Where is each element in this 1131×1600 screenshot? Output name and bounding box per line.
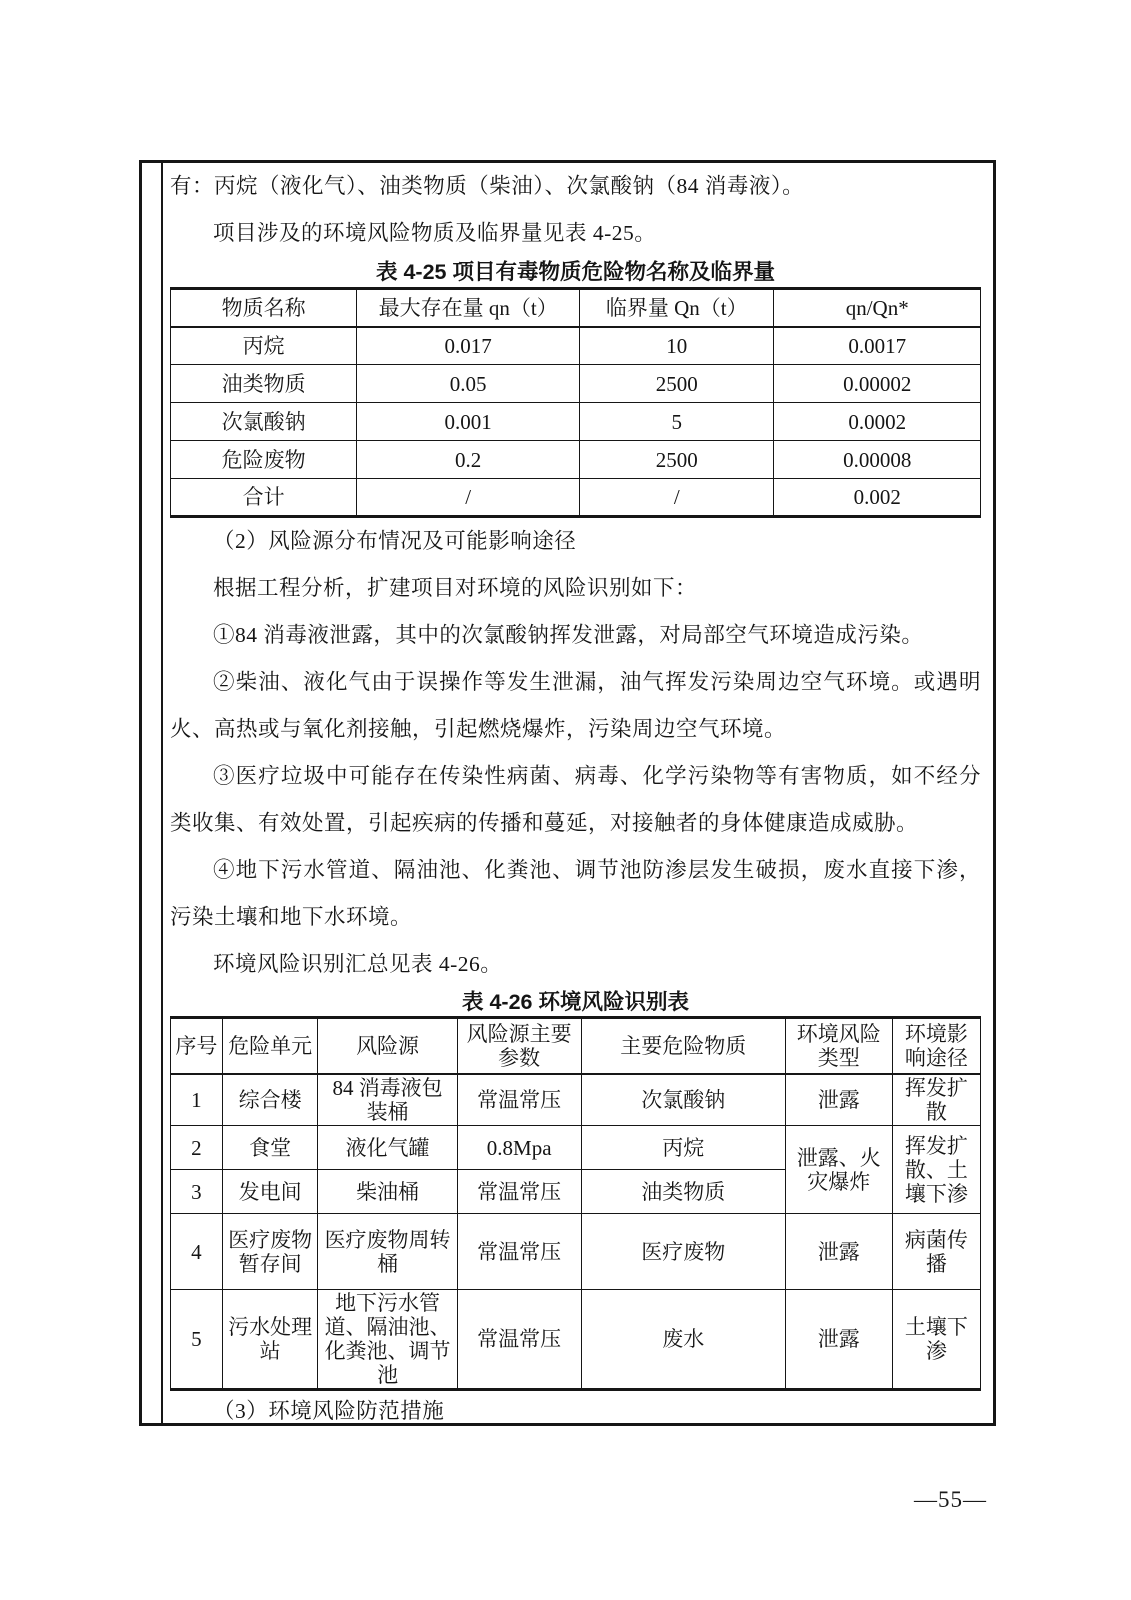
paragraph-section-2-heading: （2）风险源分布情况及可能影响途径 — [213, 529, 577, 553]
table25-header-substance: 物质名称 — [171, 289, 357, 327]
table26-title: 表 4-26 环境风险识别表 — [462, 990, 689, 1014]
form-frame — [139, 160, 996, 1426]
cell-ratio: 0.0017 — [774, 327, 981, 365]
table26-header-substance: 主要危险物质 — [581, 1018, 785, 1074]
cell-substance: 废水 — [581, 1290, 785, 1390]
table-row — [171, 1290, 981, 1390]
cell-no: 5 — [171, 1290, 223, 1390]
cell-unit: 综合楼 — [222, 1074, 318, 1126]
cell-ratio: 0.0002 — [774, 403, 981, 441]
paragraph-risk-item-4: ④地下污水管道、隔油池、化粪池、调节池防渗层发生破损，废水直接下渗，污染土壤和地下水环境。 — [170, 858, 981, 929]
table-row-total — [171, 479, 981, 517]
cell-param: 常温常压 — [457, 1074, 581, 1126]
cell-max-quantity: / — [357, 479, 580, 517]
cell-substance: 合计 — [171, 479, 357, 517]
cell-risk-type: 泄露 — [785, 1290, 892, 1390]
table-row — [171, 1126, 981, 1170]
cell-no: 2 — [171, 1126, 223, 1170]
table-row — [171, 327, 981, 365]
cell-unit: 发电间 — [222, 1170, 318, 1214]
cell-substance: 油类物质 — [581, 1170, 785, 1214]
table26-header-risk-type: 环境风险类型 — [785, 1018, 892, 1074]
form-content — [163, 163, 993, 1423]
cell-ratio: 0.00002 — [774, 365, 981, 403]
cell-max-quantity: 0.05 — [357, 365, 580, 403]
table-row — [171, 441, 981, 479]
cell-max-quantity: 0.001 — [357, 403, 580, 441]
paragraph-intro-table25: 项目涉及的环境风险物质及临界量见表 4-25。 — [213, 221, 657, 245]
cell-critical-quantity: 2500 — [580, 441, 774, 479]
cell-substance: 丙烷 — [171, 327, 357, 365]
cell-no: 1 — [171, 1074, 223, 1126]
paragraph-risk-item-2: ②柴油、液化气由于误操作等发生泄漏，油气挥发污染周边空气环境。或遇明火、高热或与氧化剂接触，引起燃烧爆炸，污染周边空气环境。 — [170, 670, 981, 741]
cell-source: 地下污水管道、隔油池、化粪池、调节池 — [318, 1290, 457, 1390]
cell-max-quantity: 0.2 — [357, 441, 580, 479]
cell-substance: 医疗废物 — [581, 1214, 785, 1290]
cell-ratio: 0.00008 — [774, 441, 981, 479]
table-4-25 — [170, 287, 981, 518]
table25-header-max-quantity: 最大存在量 qn（t） — [357, 289, 580, 327]
cell-source: 液化气罐 — [318, 1126, 457, 1170]
cell-no: 4 — [171, 1214, 223, 1290]
cell-param: 常温常压 — [457, 1170, 581, 1214]
cell-critical-quantity: 2500 — [580, 365, 774, 403]
paragraph-section-3-heading: （3）环境风险防范措施 — [213, 1399, 445, 1423]
page-number: —55— — [914, 1487, 987, 1512]
cell-param: 常温常压 — [457, 1214, 581, 1290]
cell-source: 医疗废物周转桶 — [318, 1214, 457, 1290]
cell-critical-quantity: 5 — [580, 403, 774, 441]
cell-critical-quantity: / — [580, 479, 774, 517]
cell-unit: 食堂 — [222, 1126, 318, 1170]
table26-header-param: 风险源主要参数 — [457, 1018, 581, 1074]
cell-risk-type: 泄露 — [785, 1214, 892, 1290]
table26-header-row — [171, 1018, 981, 1074]
table25-title: 表 4-25 项目有毒物质危险物名称及临界量 — [376, 260, 775, 284]
cell-max-quantity: 0.017 — [357, 327, 580, 365]
cell-source: 柴油桶 — [318, 1170, 457, 1214]
cell-impact: 病菌传播 — [892, 1214, 980, 1290]
cell-impact: 挥发扩散 — [892, 1074, 980, 1126]
table-row — [171, 403, 981, 441]
paragraph-risk-item-3: ③医疗垃圾中可能存在传染性病菌、病毒、化学污染物等有害物质，如不经分类收集、有效处置，引起疾病的传播和蔓延，对接触者的身体健康造成威胁。 — [170, 764, 981, 835]
table26-header-source: 风险源 — [318, 1018, 457, 1074]
cell-substance: 危险废物 — [171, 441, 357, 479]
cell-substance: 次氯酸钠 — [171, 403, 357, 441]
table-row — [171, 1214, 981, 1290]
cell-impact: 土壤下渗 — [892, 1290, 980, 1390]
cell-substance: 丙烷 — [581, 1126, 785, 1170]
table25-header-critical-quantity: 临界量 Qn（t） — [580, 289, 774, 327]
cell-source: 84 消毒液包装桶 — [318, 1074, 457, 1126]
table25-header-row — [171, 289, 981, 327]
cell-critical-quantity: 10 — [580, 327, 774, 365]
paragraph-intro-table26: 环境风险识别汇总见表 4-26。 — [213, 952, 503, 976]
cell-risk-type-merged: 泄露、火灾爆炸 — [785, 1126, 892, 1214]
table25-header-ratio: qn/Qn* — [774, 289, 981, 327]
cell-unit: 污水处理站 — [222, 1290, 318, 1390]
table26-header-impact: 环境影响途径 — [892, 1018, 980, 1074]
table-row — [171, 365, 981, 403]
cell-param: 常温常压 — [457, 1290, 581, 1390]
cell-substance: 次氯酸钠 — [581, 1074, 785, 1126]
cell-unit: 医疗废物暂存间 — [222, 1214, 318, 1290]
cell-param: 0.8Mpa — [457, 1126, 581, 1170]
table26-header-no: 序号 — [171, 1018, 223, 1074]
paragraph-analysis-basis: 根据工程分析，扩建项目对环境的风险识别如下： — [213, 576, 698, 600]
cell-risk-type: 泄露 — [785, 1074, 892, 1126]
paragraph-risk-item-1: ①84 消毒液泄露，其中的次氯酸钠挥发泄露，对局部空气环境造成污染。 — [213, 623, 924, 647]
form-left-gutter — [142, 163, 163, 1423]
cell-impact-merged: 挥发扩散、土壤下渗 — [892, 1126, 980, 1214]
table26-header-unit: 危险单元 — [222, 1018, 318, 1074]
paragraph-continuation: 有：丙烷（液化气）、油类物质（柴油）、次氯酸钠（84 消毒液）。 — [170, 174, 805, 198]
table-4-26 — [170, 1016, 981, 1391]
cell-ratio: 0.002 — [774, 479, 981, 517]
cell-no: 3 — [171, 1170, 223, 1214]
cell-substance: 油类物质 — [171, 365, 357, 403]
table-row — [171, 1074, 981, 1126]
